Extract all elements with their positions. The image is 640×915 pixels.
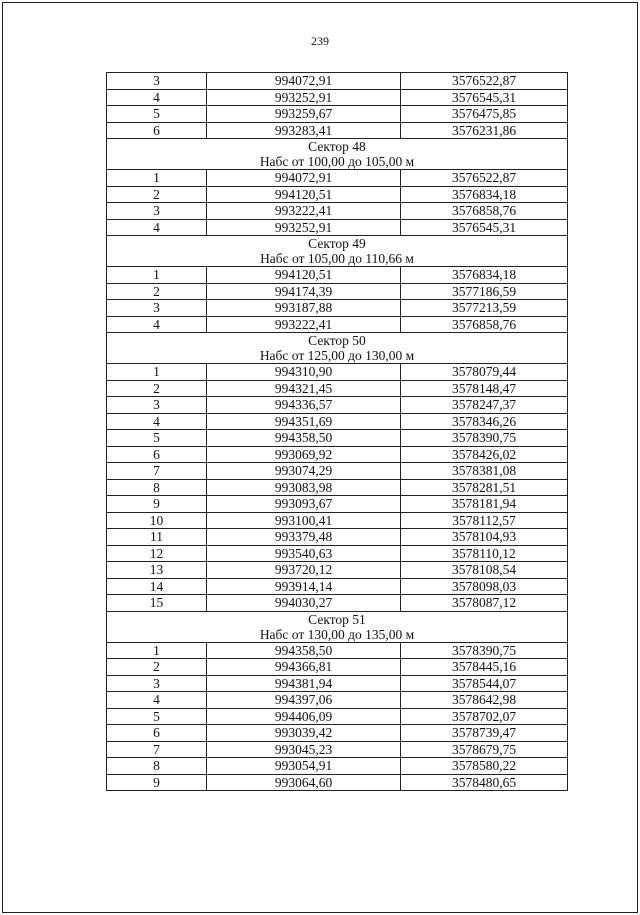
sector-altitude-range: Набс от 130,00 до 135,00 м [107, 627, 568, 643]
table-row [107, 380, 568, 397]
x-coordinate-cell: 994030,27 [207, 595, 401, 612]
table-row [107, 774, 568, 791]
table-row [107, 562, 568, 579]
y-coordinate-cell: 3578381,08 [401, 463, 568, 480]
point-number-cell: 12 [107, 545, 207, 562]
y-coordinate-cell: 3578480,65 [401, 774, 568, 791]
point-number-cell: 6 [107, 122, 207, 139]
point-number-cell: 15 [107, 595, 207, 612]
point-number-cell: 11 [107, 529, 207, 546]
x-coordinate-cell: 994381,94 [207, 675, 401, 692]
y-coordinate-cell: 3576834,18 [401, 186, 568, 203]
x-coordinate-cell: 994397,06 [207, 692, 401, 709]
table-row [107, 219, 568, 236]
x-coordinate-cell: 993379,48 [207, 529, 401, 546]
sector-header-row [107, 236, 568, 252]
point-number-cell: 2 [107, 283, 207, 300]
point-number-cell: 4 [107, 316, 207, 333]
y-coordinate-cell: 3578679,75 [401, 741, 568, 758]
table-row [107, 479, 568, 496]
y-coordinate-cell: 3577186,59 [401, 283, 568, 300]
x-coordinate-cell: 993074,29 [207, 463, 401, 480]
table-row [107, 186, 568, 203]
x-coordinate-cell: 994120,51 [207, 186, 401, 203]
coordinates-table-body [107, 73, 568, 791]
point-number-cell: 13 [107, 562, 207, 579]
x-coordinate-cell: 993252,91 [207, 219, 401, 236]
table-row [107, 741, 568, 758]
point-number-cell: 5 [107, 708, 207, 725]
x-coordinate-cell: 993252,91 [207, 89, 401, 106]
point-number-cell: 7 [107, 741, 207, 758]
table-row [107, 397, 568, 414]
y-coordinate-cell: 3576475,85 [401, 106, 568, 123]
sector-header-row [107, 139, 568, 155]
table-row [107, 316, 568, 333]
y-coordinate-cell: 3578281,51 [401, 479, 568, 496]
y-coordinate-cell: 3576834,18 [401, 267, 568, 284]
y-coordinate-cell: 3578148,47 [401, 380, 568, 397]
y-coordinate-cell: 3578739,47 [401, 725, 568, 742]
point-number-cell: 9 [107, 774, 207, 791]
point-number-cell: 3 [107, 675, 207, 692]
table-row [107, 725, 568, 742]
table-row [107, 512, 568, 529]
x-coordinate-cell: 993064,60 [207, 774, 401, 791]
table-row [107, 758, 568, 775]
x-coordinate-cell: 993222,41 [207, 203, 401, 220]
x-coordinate-cell: 993222,41 [207, 316, 401, 333]
point-number-cell: 4 [107, 89, 207, 106]
x-coordinate-cell: 994174,39 [207, 283, 401, 300]
y-coordinate-cell: 3577213,59 [401, 300, 568, 317]
sector-range-row [107, 627, 568, 643]
x-coordinate-cell: 993720,12 [207, 562, 401, 579]
x-coordinate-cell: 994351,69 [207, 413, 401, 430]
sector-range-row [107, 348, 568, 364]
point-number-cell: 8 [107, 479, 207, 496]
point-number-cell: 4 [107, 219, 207, 236]
sector-range-row [107, 154, 568, 170]
x-coordinate-cell: 993039,42 [207, 725, 401, 742]
table-row [107, 364, 568, 381]
table-row [107, 300, 568, 317]
point-number-cell: 5 [107, 106, 207, 123]
point-number-cell: 2 [107, 186, 207, 203]
table-row [107, 708, 568, 725]
y-coordinate-cell: 3578642,98 [401, 692, 568, 709]
point-number-cell: 6 [107, 725, 207, 742]
y-coordinate-cell: 3578108,54 [401, 562, 568, 579]
point-number-cell: 2 [107, 659, 207, 676]
sector-header-row [107, 611, 568, 627]
sector-title: Сектор 48 [107, 139, 568, 155]
sector-altitude-range: Набс от 105,00 до 110,66 м [107, 251, 568, 267]
x-coordinate-cell: 993187,88 [207, 300, 401, 317]
table-row [107, 659, 568, 676]
point-number-cell: 3 [107, 203, 207, 220]
x-coordinate-cell: 993093,67 [207, 496, 401, 513]
x-coordinate-cell: 993914,14 [207, 578, 401, 595]
y-coordinate-cell: 3576522,87 [401, 73, 568, 90]
x-coordinate-cell: 994358,50 [207, 430, 401, 447]
y-coordinate-cell: 3578445,16 [401, 659, 568, 676]
point-number-cell: 4 [107, 692, 207, 709]
table-row [107, 267, 568, 284]
x-coordinate-cell: 993083,98 [207, 479, 401, 496]
sector-range-row [107, 251, 568, 267]
sector-title: Сектор 51 [107, 611, 568, 627]
point-number-cell: 5 [107, 430, 207, 447]
point-number-cell: 2 [107, 380, 207, 397]
y-coordinate-cell: 3578544,07 [401, 675, 568, 692]
y-coordinate-cell: 3578104,93 [401, 529, 568, 546]
table-row [107, 529, 568, 546]
point-number-cell: 6 [107, 446, 207, 463]
sector-title: Сектор 50 [107, 333, 568, 349]
y-coordinate-cell: 3578112,57 [401, 512, 568, 529]
table-row [107, 692, 568, 709]
x-coordinate-cell: 993054,91 [207, 758, 401, 775]
x-coordinate-cell: 994336,57 [207, 397, 401, 414]
y-coordinate-cell: 3576858,76 [401, 316, 568, 333]
y-coordinate-cell: 3576545,31 [401, 219, 568, 236]
y-coordinate-cell: 3578181,94 [401, 496, 568, 513]
y-coordinate-cell: 3578346,26 [401, 413, 568, 430]
table-row [107, 203, 568, 220]
point-number-cell: 4 [107, 413, 207, 430]
y-coordinate-cell: 3576545,31 [401, 89, 568, 106]
table-row [107, 463, 568, 480]
point-number-cell: 9 [107, 496, 207, 513]
page-number: 239 [311, 34, 329, 48]
sector-altitude-range: Набс от 125,00 до 130,00 м [107, 348, 568, 364]
x-coordinate-cell: 993540,63 [207, 545, 401, 562]
y-coordinate-cell: 3578110,12 [401, 545, 568, 562]
x-coordinate-cell: 994321,45 [207, 380, 401, 397]
coordinates-table [106, 72, 568, 791]
table-row [107, 675, 568, 692]
point-number-cell: 7 [107, 463, 207, 480]
x-coordinate-cell: 993045,23 [207, 741, 401, 758]
table-row [107, 545, 568, 562]
sector-altitude-range: Набс от 100,00 до 105,00 м [107, 154, 568, 170]
x-coordinate-cell: 994310,90 [207, 364, 401, 381]
x-coordinate-cell: 993283,41 [207, 122, 401, 139]
y-coordinate-cell: 3578079,44 [401, 364, 568, 381]
table-row [107, 430, 568, 447]
point-number-cell: 14 [107, 578, 207, 595]
y-coordinate-cell: 3578087,12 [401, 595, 568, 612]
table-row [107, 106, 568, 123]
x-coordinate-cell: 994406,09 [207, 708, 401, 725]
point-number-cell: 1 [107, 267, 207, 284]
x-coordinate-cell: 993259,67 [207, 106, 401, 123]
x-coordinate-cell: 994072,91 [207, 170, 401, 187]
table-row [107, 595, 568, 612]
y-coordinate-cell: 3578390,75 [401, 642, 568, 659]
x-coordinate-cell: 993069,92 [207, 446, 401, 463]
point-number-cell: 10 [107, 512, 207, 529]
point-number-cell: 8 [107, 758, 207, 775]
x-coordinate-cell: 994120,51 [207, 267, 401, 284]
table-row [107, 170, 568, 187]
point-number-cell: 3 [107, 73, 207, 90]
y-coordinate-cell: 3576522,87 [401, 170, 568, 187]
y-coordinate-cell: 3578426,02 [401, 446, 568, 463]
table-row [107, 496, 568, 513]
y-coordinate-cell: 3578390,75 [401, 430, 568, 447]
table-row [107, 578, 568, 595]
point-number-cell: 3 [107, 397, 207, 414]
x-coordinate-cell: 994358,50 [207, 642, 401, 659]
point-number-cell: 1 [107, 364, 207, 381]
y-coordinate-cell: 3578702,07 [401, 708, 568, 725]
y-coordinate-cell: 3576231,86 [401, 122, 568, 139]
y-coordinate-cell: 3578247,37 [401, 397, 568, 414]
table-row [107, 446, 568, 463]
table-row [107, 89, 568, 106]
x-coordinate-cell: 994366,81 [207, 659, 401, 676]
point-number-cell: 1 [107, 170, 207, 187]
table-row [107, 122, 568, 139]
x-coordinate-cell: 993100,41 [207, 512, 401, 529]
table-row [107, 642, 568, 659]
x-coordinate-cell: 994072,91 [207, 73, 401, 90]
y-coordinate-cell: 3576858,76 [401, 203, 568, 220]
table-row [107, 413, 568, 430]
table-row [107, 283, 568, 300]
point-number-cell: 3 [107, 300, 207, 317]
sector-title: Сектор 49 [107, 236, 568, 252]
table-row [107, 73, 568, 90]
sector-header-row [107, 333, 568, 349]
y-coordinate-cell: 3578098,03 [401, 578, 568, 595]
y-coordinate-cell: 3578580,22 [401, 758, 568, 775]
point-number-cell: 1 [107, 642, 207, 659]
